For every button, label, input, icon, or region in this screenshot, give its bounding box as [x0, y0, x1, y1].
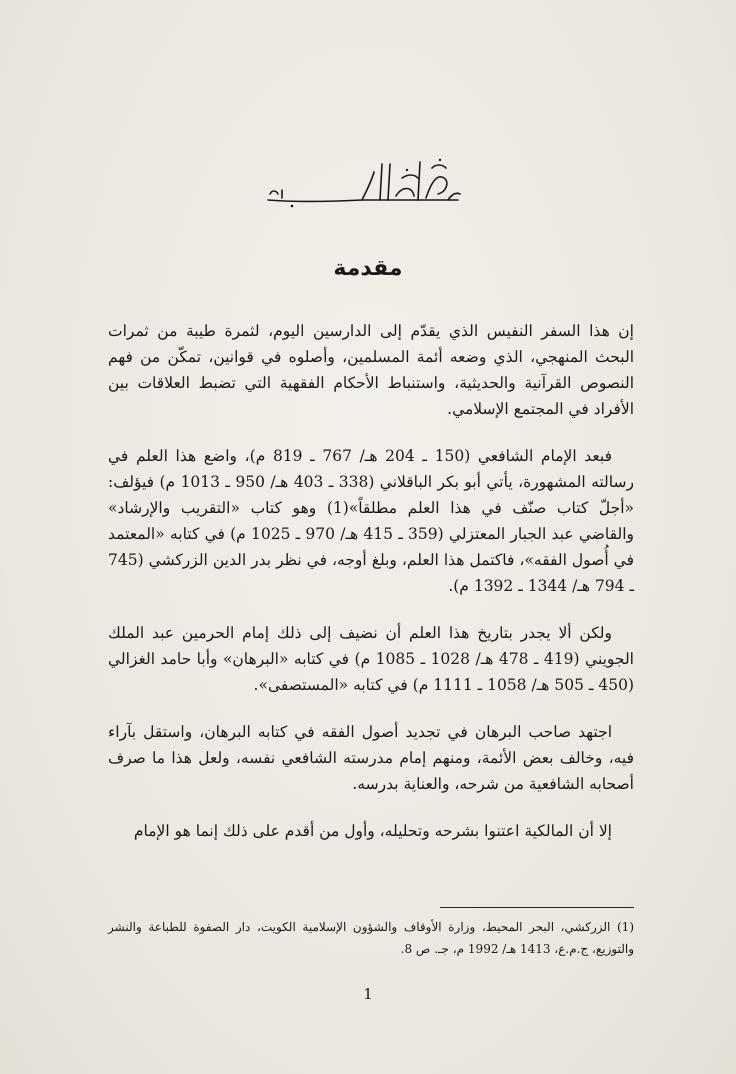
body-text [108, 318, 634, 865]
footnote-divider [440, 907, 634, 908]
page-number: 1 [363, 985, 373, 1003]
paragraph: ولكن ألا يجدر بتاريخ هذا العلم أن نضيف إلى ذلك إمام الحرمين عبد الملك الجويني (419 ـ 478 هـ/ 1028 ـ 1085 م) في كتابه «البرهان» وأبا حامد الغزالي (450 ـ 505 هـ/ 1058 ـ 1111 م) في كتابه «المستصفى». [108, 624, 634, 694]
basmala-calligraphy [262, 150, 467, 210]
paragraph: فبعد الإمام الشافعي (150 ـ 204 هـ/ 767 ـ 819 م)، واضع هذا العلم في رسالته المشهورة، يأتي أبو بكر الباقلاني (338 ـ 403 هـ/ 950 ـ 1013 م) فيؤلف: «أجلّ كتاب صنّف في هذا العلم مطلقاً»(1) وهو كتاب «التقريب والإرشاد» والقاضي عبد الجبار المعتزلي (359 ـ 415 هـ/ 970 ـ 1025 م) في كتابه «المعتمد في أُصول الفقه»، فاكتمل هذا العلم، وبلغ أوجه، في نظر بدر الدين الزركشي (745 ـ 794 هـ/ 1344 ـ 1392 م). [108, 447, 634, 595]
paragraph: إن هذا السفر النفيس الذي يقدّم إلى الدارسين اليوم، لثمرة طيبة من ثمرات البحث المنهجي، الذي وضعه أئمة المسلمين، وأصلوه في قوانين، تمكّن من فهم النصوص القرآنية والحديثية، واستنباط الأحكام الفقهية التي تضبط العلاقات بين الأفراد في المجتمع الإسلامي. [108, 322, 634, 418]
basmala-calligraphy-icon [262, 150, 467, 210]
footnote: (1) الزركشي، البحر المحيط، وزارة الأوقاف والشؤون الإسلامية الكويت، دار الصفوة للطباعة والنشر والتوزيع، ج.م.ع، 1413 هـ/ 1992 م، جـ. ص 8. [108, 920, 634, 956]
paragraph: إلا أن المالكية اعتنوا بشرحه وتحليله، وأول من أقدم على ذلك إنما هو الإمام [133, 822, 612, 840]
paragraph: اجتهد صاحب البرهان في تجديد أصول الفقه في كتابه البرهان، واستقل بآراء فيه، وخالف بعض الأئمة، ومنهم إمام مدرسته الشافعي نفسه، ولعل هذا ما صرف أصحابه الشافعية من شرحه، والعناية بدرسه. [108, 723, 634, 793]
page-title: مقدمة [333, 256, 403, 281]
